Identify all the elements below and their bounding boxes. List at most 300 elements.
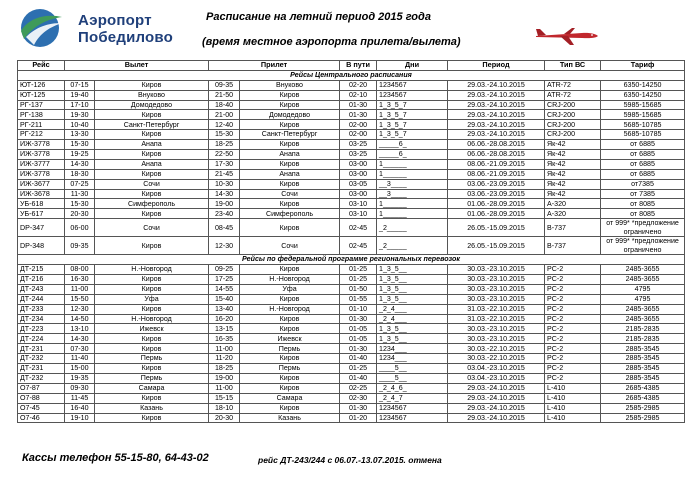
table-cell: 30.03.-23.10.2015 — [448, 334, 545, 344]
table-row — [18, 304, 685, 314]
table-cell: 01-30 — [340, 314, 377, 324]
table-cell: 14-50 — [65, 314, 95, 324]
table-cell: 02-45 — [340, 219, 377, 237]
table-cell: 01-30 — [340, 344, 377, 354]
table-cell: 15-30 — [209, 130, 240, 140]
table-cell: Киров — [95, 334, 209, 344]
table-cell: 17-25 — [209, 275, 240, 285]
table-cell: 5985-15685 — [601, 110, 685, 120]
table-cell: 12-30 — [65, 304, 95, 314]
table-cell: Як-42 — [545, 159, 601, 169]
table-cell: PC-2 — [545, 265, 601, 275]
table-cell: 21-00 — [209, 110, 240, 120]
table-cell: PC-2 — [545, 324, 601, 334]
table-cell: Киров — [95, 150, 209, 160]
table-cell: 18-10 — [209, 403, 240, 413]
table-row — [18, 294, 685, 304]
table-cell: 01-05 — [340, 324, 377, 334]
table-cell: 09-35 — [209, 80, 240, 90]
table-row — [18, 354, 685, 364]
table-cell: 02-30 — [340, 393, 377, 403]
table-cell: 2885-3545 — [601, 373, 685, 383]
table-cell: Киров — [240, 140, 340, 150]
table-cell: Домодедово — [240, 110, 340, 120]
table-cell: _____6_ — [377, 150, 448, 160]
table-cell: Киров — [240, 100, 340, 110]
table-cell: 01.06.-28.09.2015 — [448, 199, 545, 209]
table-cell: Киров — [240, 179, 340, 189]
table-cell: 09-25 — [209, 265, 240, 275]
table-row — [18, 275, 685, 285]
page-title: Расписание на летний период 2015 года — [206, 11, 431, 23]
table-cell: 13-15 — [209, 324, 240, 334]
table-cell: 2485-3655 — [601, 314, 685, 324]
table-row — [18, 179, 685, 189]
airport-logo-mark-icon — [18, 7, 64, 49]
table-cell: DP-348 — [18, 237, 65, 255]
table-cell: Пермь — [95, 373, 209, 383]
table-cell: _____6_ — [377, 140, 448, 150]
table-cell: 01-40 — [340, 373, 377, 383]
table-row — [18, 344, 685, 354]
table-cell: 03-25 — [340, 140, 377, 150]
column-header-days: Дни — [377, 61, 448, 71]
table-cell: 1______ — [377, 159, 448, 169]
table-row — [18, 100, 685, 110]
table-cell: 11-30 — [65, 189, 95, 199]
table-cell: ДТ-215 — [18, 265, 65, 275]
table-cell: Киров — [95, 284, 209, 294]
table-cell: 2485-3655 — [601, 304, 685, 314]
table-cell: 1234567 — [377, 80, 448, 90]
table-cell: _2_4___ — [377, 304, 448, 314]
table-cell: Киров — [95, 110, 209, 120]
table-cell: 11-45 — [65, 393, 95, 403]
table-cell: 6350-14250 — [601, 90, 685, 100]
table-cell: 21-50 — [209, 90, 240, 100]
table-cell: 19-30 — [65, 110, 95, 120]
table-cell: от 6885 — [601, 150, 685, 160]
table-row — [18, 199, 685, 209]
table-cell: 09-35 — [65, 237, 95, 255]
table-cell: Як-42 — [545, 189, 601, 199]
airplane-icon — [534, 24, 600, 46]
table-cell: Киров — [240, 354, 340, 364]
table-cell: 2585-2985 — [601, 413, 685, 423]
table-row — [18, 150, 685, 160]
table-cell: Киров — [240, 324, 340, 334]
table-cell: Уфа — [240, 284, 340, 294]
table-cell: 1_3_5__ — [377, 275, 448, 285]
table-cell: 15-50 — [65, 294, 95, 304]
table-cell: 06-00 — [65, 219, 95, 237]
table-row — [18, 314, 685, 324]
schedule-table — [17, 60, 685, 423]
table-cell: Киров — [240, 159, 340, 169]
table-cell: 09-30 — [65, 383, 95, 393]
table-cell: 2485-3655 — [601, 265, 685, 275]
table-cell: CRJ-200 — [545, 130, 601, 140]
table-cell: от 7385 — [601, 189, 685, 199]
table-cell: от 999* *предложение ограничено — [601, 237, 685, 255]
table-row — [18, 209, 685, 219]
table-cell: 19-00 — [209, 373, 240, 383]
table-cell: 01-55 — [340, 294, 377, 304]
table-cell: 18-30 — [65, 169, 95, 179]
table-cell: 1_3_5_7 — [377, 130, 448, 140]
table-cell: 08-45 — [209, 219, 240, 237]
table-cell: 03.04.-23.10.2015 — [448, 373, 545, 383]
table-cell: 5685-10785 — [601, 120, 685, 130]
table-cell: ЮТ-125 — [18, 90, 65, 100]
table-cell: 06.06.-28.08.2015 — [448, 150, 545, 160]
table-cell: 23-40 — [209, 209, 240, 219]
table-cell: CRJ-200 — [545, 110, 601, 120]
table-cell: от 6885 — [601, 140, 685, 150]
table-cell: ДТ-216 — [18, 275, 65, 285]
table-cell: Як-42 — [545, 140, 601, 150]
table-row — [18, 284, 685, 294]
table-cell: 01-50 — [340, 284, 377, 294]
table-cell: Сочи — [240, 189, 340, 199]
table-cell: 29.03.-24.10.2015 — [448, 90, 545, 100]
table-cell: 18-25 — [209, 140, 240, 150]
table-cell: _2_4_7 — [377, 393, 448, 403]
table-cell: PC-2 — [545, 364, 601, 374]
logo-line-1: Аэропорт — [78, 12, 152, 29]
table-cell: B-737 — [545, 219, 601, 237]
table-cell: 02-20 — [340, 80, 377, 90]
table-cell: Санкт-Петербург — [240, 130, 340, 140]
logo-line-2: Победилово — [78, 29, 173, 46]
table-cell: Анапа — [95, 140, 209, 150]
table-cell: PC-2 — [545, 314, 601, 324]
table-row — [18, 219, 685, 237]
table-cell: 03-10 — [340, 209, 377, 219]
table-cell: Киров — [95, 130, 209, 140]
table-cell: PC-2 — [545, 354, 601, 364]
table-cell: 11-40 — [65, 354, 95, 364]
table-cell: 30.03.-23.10.2015 — [448, 324, 545, 334]
table-cell: О7-88 — [18, 393, 65, 403]
table-cell: 17-10 — [65, 100, 95, 110]
table-row — [18, 393, 685, 403]
table-cell: 29.03.-24.10.2015 — [448, 403, 545, 413]
ticket-office-phones: Кассы телефон 55-15-80, 64-43-02 — [22, 452, 209, 464]
table-cell: L-410 — [545, 393, 601, 403]
table-cell: О7-45 — [18, 403, 65, 413]
table-cell: Киров — [95, 275, 209, 285]
table-cell: Киров — [95, 304, 209, 314]
table-row — [18, 120, 685, 130]
table-cell: Як-42 — [545, 179, 601, 189]
table-cell: _2_____ — [377, 237, 448, 255]
table-cell: 1234567 — [377, 403, 448, 413]
table-cell: Н.-Новгород — [240, 275, 340, 285]
table-cell: 16-30 — [65, 275, 95, 285]
table-row — [18, 265, 685, 275]
table-cell: 1234___ — [377, 354, 448, 364]
table-cell: 02-45 — [340, 237, 377, 255]
table-cell: _2_____ — [377, 219, 448, 237]
table-cell: PC-2 — [545, 344, 601, 354]
table-cell: ИЖ-3778 — [18, 140, 65, 150]
table-cell: 6350-14250 — [601, 80, 685, 90]
column-header-flight: Рейс — [18, 61, 65, 71]
table-cell: 03-00 — [340, 159, 377, 169]
table-cell: 2685-4385 — [601, 383, 685, 393]
table-cell: Сочи — [240, 237, 340, 255]
table-cell: 03.06.-23.09.2015 — [448, 189, 545, 199]
table-cell: PC-2 — [545, 284, 601, 294]
table-cell: Казань — [95, 403, 209, 413]
table-cell: 2485-3655 — [601, 275, 685, 285]
table-cell: 03.04.-23.10.2015 — [448, 364, 545, 374]
table-cell: DP-347 — [18, 219, 65, 237]
table-cell: 11-00 — [209, 383, 240, 393]
table-cell: 01-30 — [340, 403, 377, 413]
table-cell: 15-15 — [209, 393, 240, 403]
table-cell: 1_3_5_7 — [377, 120, 448, 130]
table-cell: 10-30 — [209, 179, 240, 189]
table-cell: ATR-72 — [545, 80, 601, 90]
table-cell: ДТ-231 — [18, 344, 65, 354]
table-cell: 29.03.-24.10.2015 — [448, 80, 545, 90]
table-cell: 29.03.-24.10.2015 — [448, 130, 545, 140]
table-row — [18, 169, 685, 179]
table-cell: 30.03.-23.10.2015 — [448, 275, 545, 285]
table-cell: 1_3_5_7 — [377, 110, 448, 120]
table-cell: А-320 — [545, 209, 601, 219]
table-cell: __3____ — [377, 179, 448, 189]
table-cell: Анапа — [240, 169, 340, 179]
table-cell: ДТ-232 — [18, 373, 65, 383]
table-row — [18, 189, 685, 199]
table-cell: 01-10 — [340, 304, 377, 314]
table-cell: 21-45 — [209, 169, 240, 179]
table-cell: 11-00 — [65, 284, 95, 294]
table-cell: 08.06.-21.09.2015 — [448, 169, 545, 179]
table-cell: Симферополь — [95, 199, 209, 209]
table-cell: 06.06.-28.08.2015 — [448, 140, 545, 150]
table-cell: Казань — [240, 413, 340, 423]
table-cell: Ижевск — [95, 324, 209, 334]
table-cell: УБ-617 — [18, 209, 65, 219]
table-cell: Самара — [240, 393, 340, 403]
table-cell: PC-2 — [545, 334, 601, 344]
table-cell: 2885-3545 — [601, 354, 685, 364]
table-cell: 31.03.-22.10.2015 — [448, 314, 545, 324]
section-heading: Рейсы Центрального расписания — [18, 70, 685, 80]
table-cell: 13-10 — [65, 324, 95, 334]
table-cell: 19-25 — [65, 150, 95, 160]
header — [0, 0, 700, 56]
table-row — [18, 159, 685, 169]
column-header-fare: Тариф — [601, 61, 685, 71]
table-row — [18, 334, 685, 344]
table-cell: 30.03.-22.10.2015 — [448, 354, 545, 364]
table-cell: L-410 — [545, 403, 601, 413]
table-cell: РГ-212 — [18, 130, 65, 140]
table-cell: Киров — [240, 383, 340, 393]
table-cell: 26.05.-15.09.2015 — [448, 219, 545, 237]
table-cell: 03-05 — [340, 179, 377, 189]
table-row — [18, 373, 685, 383]
table-cell: Самара — [95, 383, 209, 393]
table-cell: 26.05.-15.09.2015 — [448, 237, 545, 255]
table-cell: Киров — [240, 199, 340, 209]
column-header-aircraft: Тип ВС — [545, 61, 601, 71]
table-cell: 29.03.-24.10.2015 — [448, 413, 545, 423]
table-cell: 19-10 — [65, 413, 95, 423]
table-cell: 2685-4385 — [601, 393, 685, 403]
table-cell: ДТ-224 — [18, 334, 65, 344]
table-cell: 19-00 — [209, 199, 240, 209]
table-cell: 14-55 — [209, 284, 240, 294]
table-cell: РГ-211 — [18, 120, 65, 130]
table-cell: от 999* *предложение ограничено — [601, 219, 685, 237]
table-cell: Санкт-Петербург — [95, 120, 209, 130]
table-cell: Внуково — [95, 90, 209, 100]
table-cell: А-320 — [545, 199, 601, 209]
table-cell: Киров — [95, 393, 209, 403]
table-cell: 19-35 — [65, 373, 95, 383]
table-cell: ATR-72 — [545, 90, 601, 100]
table-cell: 10-40 — [65, 120, 95, 130]
table-cell: 1______ — [377, 169, 448, 179]
table-cell: Киров — [95, 209, 209, 219]
table-cell: 30.03.-23.10.2015 — [448, 294, 545, 304]
table-cell: от 8085 — [601, 209, 685, 219]
table-cell: Н.-Новгород — [95, 265, 209, 275]
table-cell: Уфа — [95, 294, 209, 304]
table-cell: Киров — [95, 189, 209, 199]
table-cell: 03-00 — [340, 189, 377, 199]
table-row — [18, 237, 685, 255]
table-cell: 1234___ — [377, 344, 448, 354]
table-row — [18, 364, 685, 374]
table-cell: ИЖ-3678 — [18, 189, 65, 199]
table-cell: PC-2 — [545, 294, 601, 304]
table-cell: ДТ-231 — [18, 364, 65, 374]
table-cell: 03.06.-23.09.2015 — [448, 179, 545, 189]
table-cell: 01-40 — [340, 354, 377, 364]
table-cell: ИЖ-3677 — [18, 179, 65, 189]
table-cell: Киров — [240, 294, 340, 304]
table-cell: Киров — [240, 120, 340, 130]
table-cell: ИЖ-3778 — [18, 169, 65, 179]
table-cell: L-410 — [545, 413, 601, 423]
table-cell: 02-25 — [340, 383, 377, 393]
table-cell: CRJ-200 — [545, 100, 601, 110]
table-cell: 1234567 — [377, 90, 448, 100]
table-cell: 02-00 — [340, 130, 377, 140]
table-cell: Сочи — [95, 219, 209, 237]
table-header-row — [18, 61, 685, 71]
table-cell: 01-30 — [340, 110, 377, 120]
table-cell: Киров — [95, 80, 209, 90]
table-cell: ДТ-243 — [18, 284, 65, 294]
table-cell: 11-20 — [209, 354, 240, 364]
table-cell: Киров — [240, 314, 340, 324]
table-cell: 11-00 — [209, 344, 240, 354]
cancellation-note: рейс ДТ-243/244 с 06.07.-13.07.2015. отмена — [258, 455, 442, 465]
table-cell: О7-46 — [18, 413, 65, 423]
table-cell: Киров — [240, 219, 340, 237]
table-cell: 14-30 — [65, 159, 95, 169]
table-cell: 29.03.-24.10.2015 — [448, 393, 545, 403]
table-cell: 01-20 — [340, 413, 377, 423]
table-cell: CRJ-200 — [545, 120, 601, 130]
table-cell: Пермь — [240, 364, 340, 374]
table-cell: 14-30 — [209, 189, 240, 199]
table-cell: ДТ-232 — [18, 354, 65, 364]
table-cell: 2885-3545 — [601, 344, 685, 354]
table-cell: 4795 — [601, 284, 685, 294]
table-cell: от 8085 — [601, 199, 685, 209]
table-cell: 01.06.-28.09.2015 — [448, 209, 545, 219]
table-cell: 29.03.-24.10.2015 — [448, 110, 545, 120]
table-row — [18, 403, 685, 413]
table-cell: РГ-137 — [18, 100, 65, 110]
table-cell: 1_3_5__ — [377, 284, 448, 294]
table-cell: от7385 — [601, 179, 685, 189]
table-cell: 1_3_5_7 — [377, 100, 448, 110]
table-row — [18, 130, 685, 140]
table-cell: 01-30 — [340, 100, 377, 110]
table-cell: ЮТ-126 — [18, 80, 65, 90]
airport-logo — [18, 7, 228, 51]
column-header-duration: В пути — [340, 61, 377, 71]
table-cell: B-737 — [545, 237, 601, 255]
table-cell: ДТ-234 — [18, 314, 65, 324]
table-cell: 13-40 — [209, 304, 240, 314]
table-cell: 14-30 — [65, 334, 95, 344]
table-cell: __3____ — [377, 189, 448, 199]
table-cell: _2_4___ — [377, 314, 448, 324]
table-cell: Пермь — [95, 354, 209, 364]
table-cell: 1_3_5__ — [377, 265, 448, 275]
table-cell: 2585-2985 — [601, 403, 685, 413]
table-cell: PC-2 — [545, 373, 601, 383]
table-cell: _2_4_6_ — [377, 383, 448, 393]
table-cell: Анапа — [95, 159, 209, 169]
table-cell: ДТ-244 — [18, 294, 65, 304]
table-cell: Киров — [240, 265, 340, 275]
table-cell: 07-15 — [65, 80, 95, 90]
table-cell: 13-30 — [65, 130, 95, 140]
table-cell: 08-00 — [65, 265, 95, 275]
table-cell: 03-00 — [340, 169, 377, 179]
table-cell: 03-10 — [340, 199, 377, 209]
table-row — [18, 413, 685, 423]
table-cell: 29.03.-24.10.2015 — [448, 120, 545, 130]
section-heading: Рейсы по федеральной программе региональных перевозок — [18, 255, 685, 265]
table-cell: 30.03.-22.10.2015 — [448, 344, 545, 354]
table-cell: 20-30 — [65, 209, 95, 219]
table-cell: Киров — [95, 169, 209, 179]
table-cell: УБ-618 — [18, 199, 65, 209]
table-cell: от 6885 — [601, 169, 685, 179]
table-cell: 29.03.-24.10.2015 — [448, 100, 545, 110]
table-cell: 29.03.-24.10.2015 — [448, 383, 545, 393]
column-header-arrival: Прилет — [209, 61, 340, 71]
table-cell: L-410 — [545, 383, 601, 393]
table-cell: Як-42 — [545, 169, 601, 179]
table-cell: PC-2 — [545, 275, 601, 285]
table-cell: 07-30 — [65, 344, 95, 354]
table-row — [18, 90, 685, 100]
